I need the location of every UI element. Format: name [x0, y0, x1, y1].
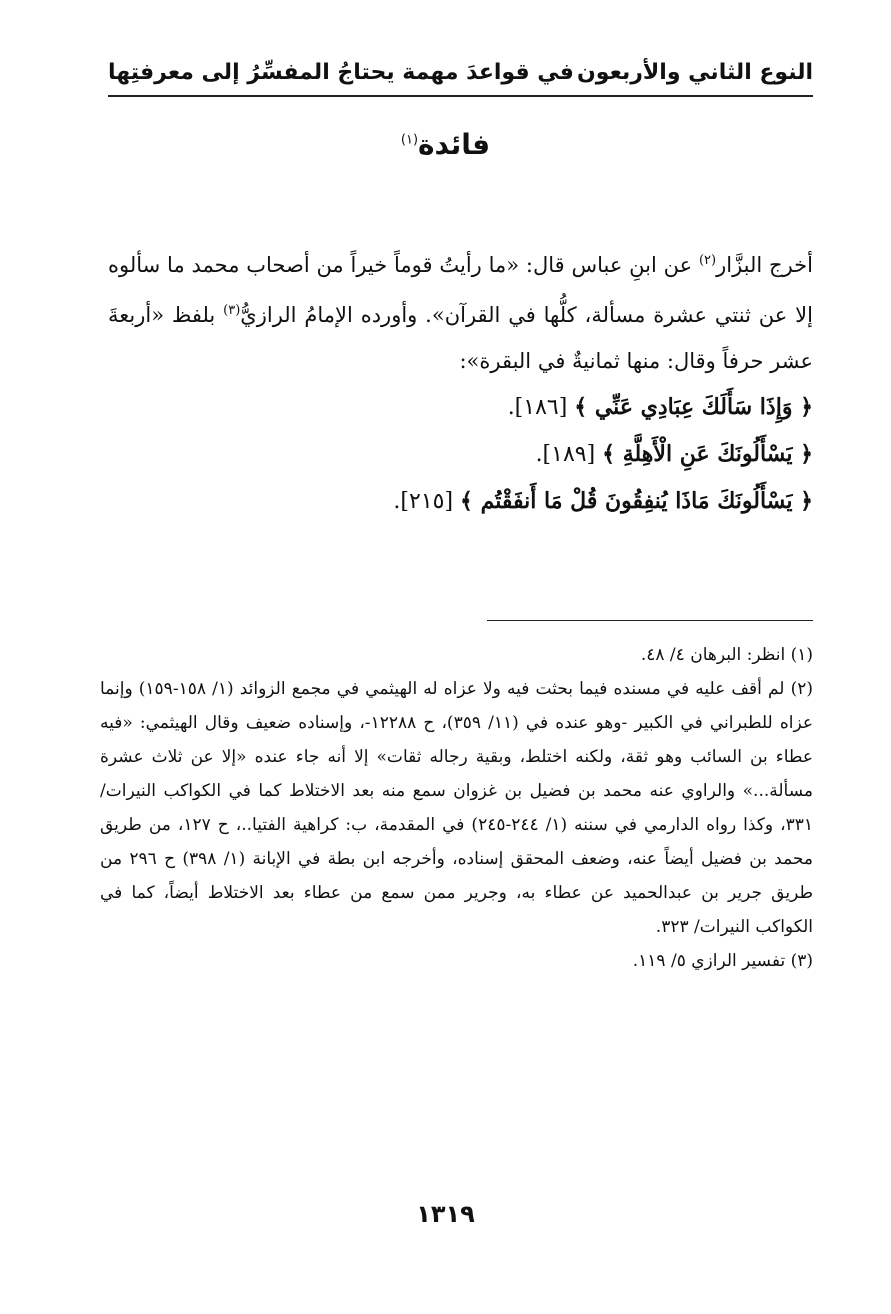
section-footnote-ref: (١) — [400, 132, 419, 148]
verse-list — [108, 384, 813, 525]
running-header — [108, 52, 813, 92]
main-text — [108, 238, 813, 525]
main-paragraph — [108, 238, 813, 384]
header-chapter-title: النوع الثاني والأربعون — [577, 59, 813, 85]
footnote-1: (١) انظر: البرهان ٤/ ٤٨. — [640, 645, 813, 665]
page-number: ١٣١٩ — [416, 1200, 475, 1228]
footnote-divider — [487, 620, 813, 621]
quran-verse: ﴿ يَسْأَلُونَكَ مَاذَا يُنفِقُونَ قُلْ مَا أَنفَقْتُم ﴾ — [460, 488, 813, 514]
verse-line — [108, 431, 813, 478]
section-title-text: فائدة — [418, 128, 491, 161]
header-divider — [108, 95, 813, 97]
quran-verse: ﴿ يَسْأَلُونَكَ عَنِ الْأَهِلَّةِ ﴾ — [602, 441, 813, 467]
verse-reference: [٢١٥]. — [393, 489, 461, 514]
section-heading — [0, 128, 891, 161]
footnote-ref-3: (٣) — [223, 303, 241, 318]
verse-line — [108, 384, 813, 431]
paragraph-text-1: أخرج البزَّار — [716, 253, 813, 277]
footnotes — [100, 638, 813, 978]
paragraph-text-2: عن ابنِ عباس قال: «ما رأيتُ قوماً خيراً من أصحاب محمد ما سألوه إلا عن ثنتي عشرة مسألة، كلُّها في القرآن». وأورده الإمامُ الرازيُّ — [108, 253, 813, 327]
header-book-section-title: في قواعدَ مهمة يحتاجُ المفسِّرُ إلى معرفتِها — [108, 59, 574, 85]
paragraph-text-3: بلفظ «أربعةَ عشر حرفاً وقال: منها ثمانيةٌ في البقرة»: — [108, 303, 813, 373]
footnote-3: (٣) تفسير الرازي ٥/ ١١٩. — [632, 951, 813, 971]
verse-reference: [١٨٦]. — [507, 395, 575, 420]
footnote-ref-2: (٢) — [698, 253, 717, 268]
verse-reference: [١٨٩]. — [535, 442, 603, 467]
quran-verse: ﴿ وَإِذَا سَأَلَكَ عِبَادِي عَنِّي ﴾ — [574, 394, 813, 420]
footnote-2: (٢) لم أقف عليه في مسنده فيما بحثت فيه ولا عزاه له الهيثمي في مجمع الزوائد (١/ ١٥٨-١٥٩) وإنما عزاه للطبراني في الكبير -وهو عنده في (١١/ ٣٥٩)، ح ١٢٢٨٨-، وإسناده ضعيف وقال الهيثمي: «فيه عطاء بن السائب وهو ثقة، ولكنه اختلط، وبقية رجاله ثقات» إلا أنه جاء عنده «إلا عن ثلاث عشرة مسألة...» والراوي عنه محمد بن فضيل بن غزوان سمع منه بعد الاختلاط كما في الكواكب النيرات/ ٣٣١، وكذا رواه الدارمي في سننه (١/ ٢٤٤-٢٤٥) في المقدمة، ب: كراهية الفتيا..، ح ١٢٧، من طريق محمد بن فضيل أيضاً عنه، وضعف المحقق إسناده، وأخرجه ابن بطة في الإبانة (١/ ٣٩٨) ح ٢٩٦ من طريق جرير بن عبدالحميد عن عطاء به، وجرير ممن سمع من عطاء بعد الاختلاط أيضاً، كما في الكواكب النيرات/ ٣٢٣. — [100, 679, 814, 937]
verse-line — [108, 478, 813, 525]
